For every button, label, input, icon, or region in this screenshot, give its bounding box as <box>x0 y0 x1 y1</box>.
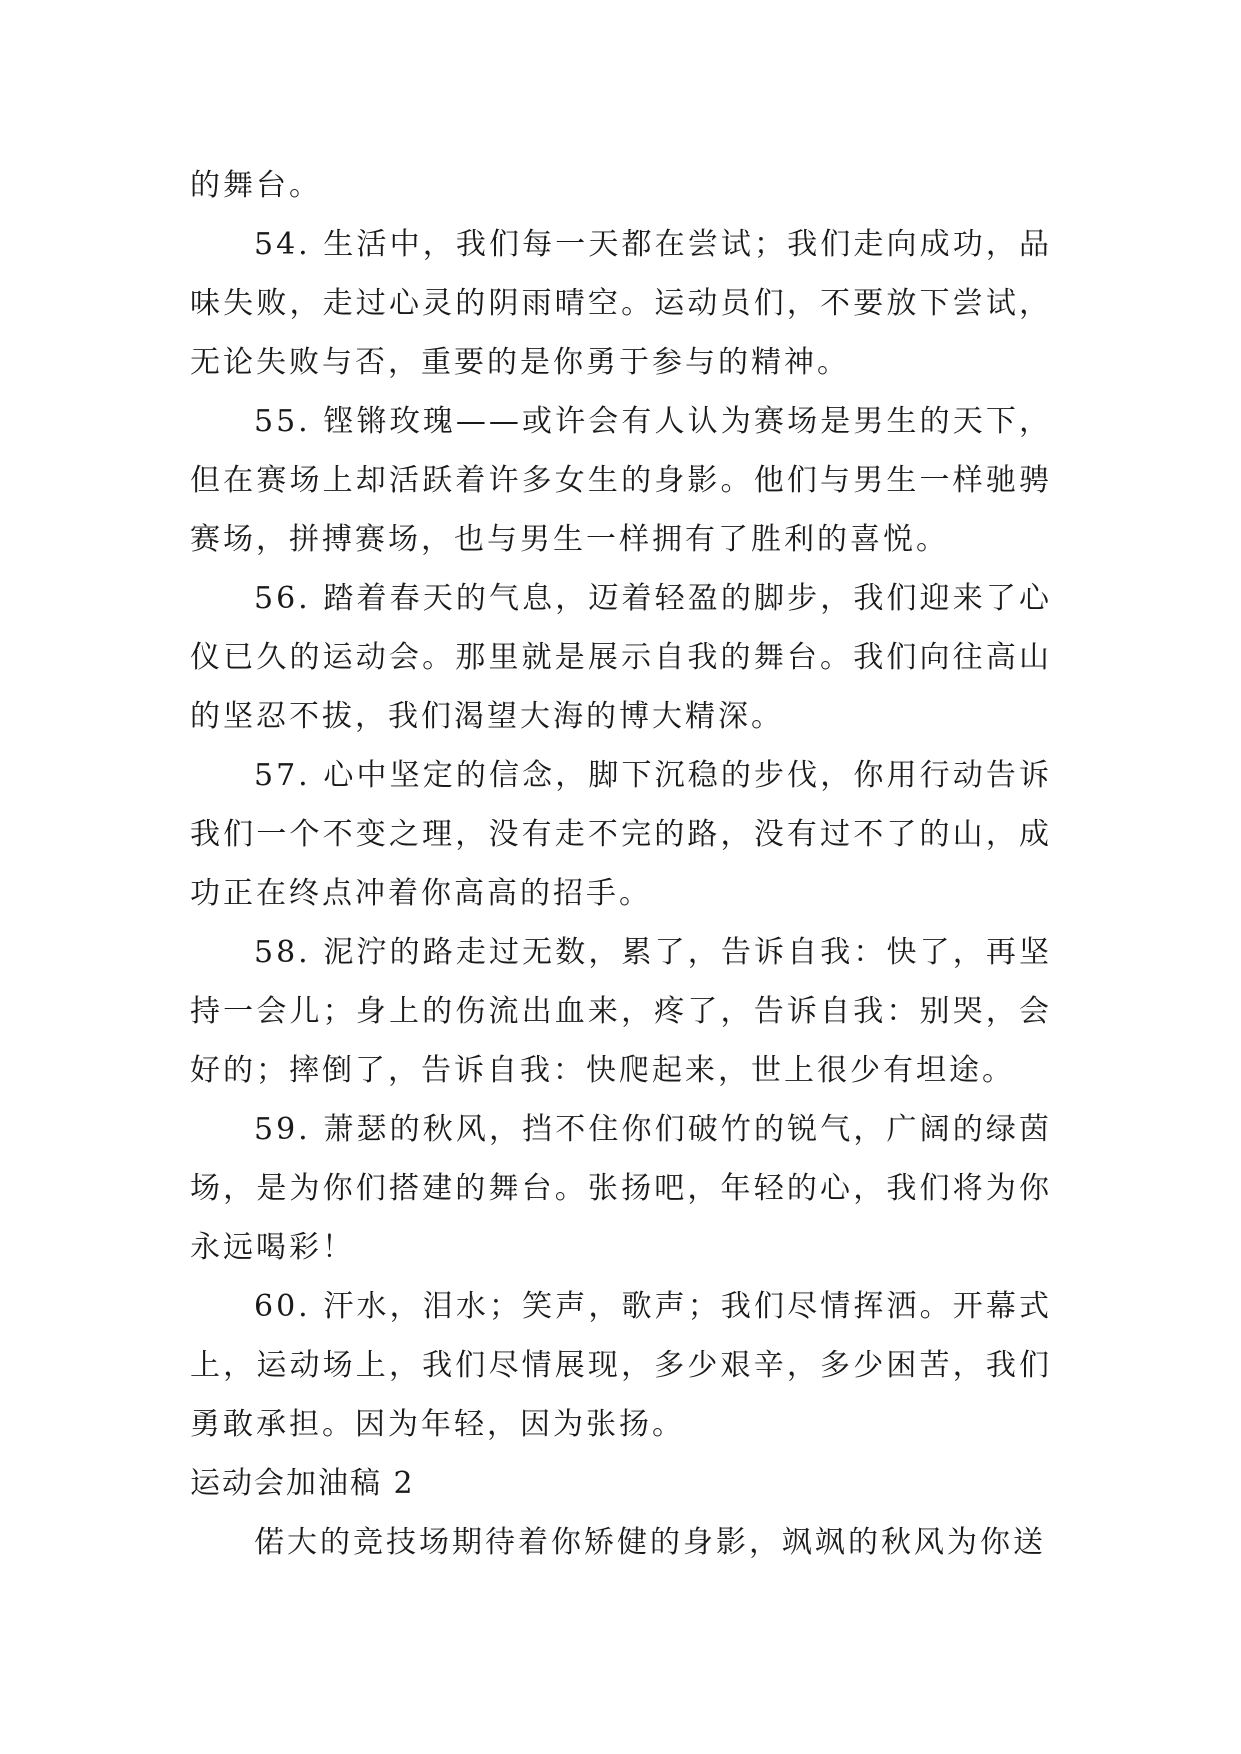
section-heading: 运动会加油稿 2 <box>190 1466 415 1501</box>
paragraph-60: 60. 汗水，泪水；笑声，歌声；我们尽情挥洒。开幕式上，运动场上，我们尽情展现，多少艰辛，多少困苦，我们勇敢承担。因为年轻，因为张扬。 <box>190 1289 1052 1442</box>
paragraph-56: 56. 踏着春天的气息，迈着轻盈的脚步，我们迎来了心仪已久的运动会。那里就是展示自我的舞台。我们向往高山的坚忍不拔，我们渴望大海的博大精深。 <box>190 581 1052 734</box>
paragraph-55: 55. 铿锵玫瑰——或许会有人认为赛场是男生的天下，但在赛场上却活跃着许多女生的身影。他们与男生一样驰骋赛场，拼搏赛场，也与男生一样拥有了胜利的喜悦。 <box>190 404 1052 557</box>
paragraph-54: 54. 生活中，我们每一天都在尝试；我们走向成功，品味失败，走过心灵的阴雨晴空。运动员们，不要放下尝试，无论失败与否，重要的是你勇于参与的精神。 <box>190 227 1052 380</box>
paragraph-intro: 偌大的竞技场期待着你矫健的身影，飒飒的秋风为你送 <box>254 1525 1046 1560</box>
continuation-paragraph: 的舞台。 <box>190 168 322 203</box>
document-body <box>190 156 1052 1572</box>
paragraph-57: 57. 心中坚定的信念，脚下沉稳的步伐，你用行动告诉我们一个不变之理，没有走不完的路，没有过不了的山，成功正在终点冲着你高高的招手。 <box>190 758 1052 911</box>
paragraph-59: 59. 萧瑟的秋风，挡不住你们破竹的锐气，广阔的绿茵场，是为你们搭建的舞台。张扬吧，年轻的心，我们将为你永远喝彩！ <box>190 1112 1052 1265</box>
paragraph-58: 58. 泥泞的路走过无数，累了，告诉自我：快了，再坚持一会儿；身上的伤流出血来，疼了，告诉自我：别哭，会好的；摔倒了，告诉自我：快爬起来，世上很少有坦途。 <box>190 935 1052 1088</box>
